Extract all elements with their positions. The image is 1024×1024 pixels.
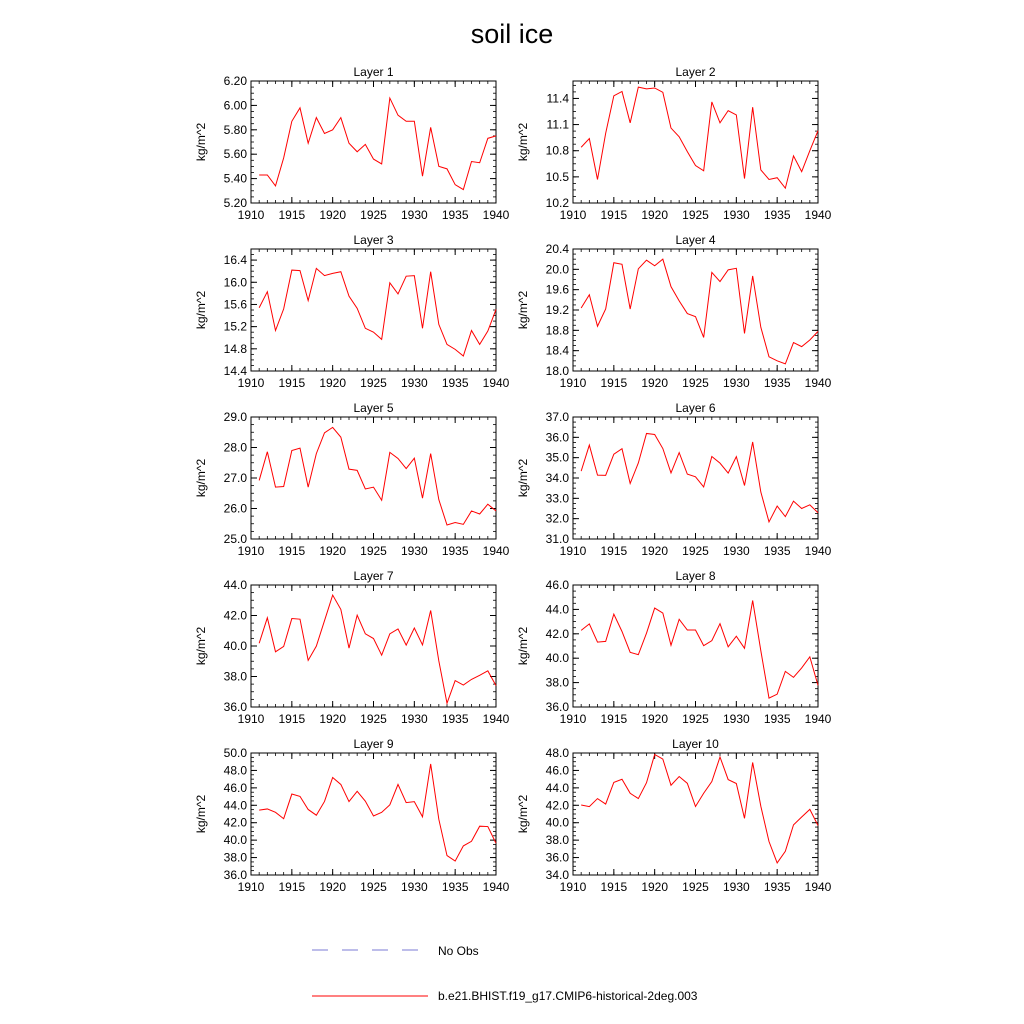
plot-frame (573, 417, 818, 539)
panel-title: Layer 8 (675, 569, 716, 583)
panel-title: Layer 4 (675, 233, 716, 247)
x-tick-label: 1915 (278, 880, 306, 894)
x-tick-label: 1930 (400, 880, 428, 894)
x-tick-label: 1910 (559, 208, 587, 222)
x-tick-label: 1915 (600, 712, 628, 726)
x-tick-label: 1930 (722, 712, 750, 726)
series-line (581, 600, 818, 698)
legend-obs-label: No Obs (438, 944, 479, 958)
x-tick-label: 1935 (763, 880, 791, 894)
y-axis-label: kg/m^2 (516, 458, 530, 498)
y-tick-label: 46.0 (545, 578, 569, 592)
y-tick-label: 48.0 (545, 746, 569, 760)
chart-panel-8 (516, 569, 832, 726)
chart-panel-6 (516, 401, 832, 558)
x-tick-label: 1915 (600, 208, 628, 222)
x-tick-label: 1940 (482, 712, 510, 726)
y-tick-label: 44.0 (545, 780, 569, 795)
y-tick-label: 11.1 (546, 117, 569, 132)
x-tick-label: 1930 (400, 544, 428, 558)
y-tick-label: 15.6 (223, 297, 247, 312)
y-tick-label: 5.60 (223, 147, 247, 162)
x-tick-label: 1935 (441, 712, 469, 726)
y-tick-label: 42.0 (545, 798, 569, 813)
y-axis-label: kg/m^2 (516, 794, 530, 834)
y-axis-label: kg/m^2 (194, 626, 208, 666)
x-tick-label: 1920 (319, 376, 347, 390)
y-tick-label: 11.4 (546, 91, 569, 106)
y-tick-label: 18.8 (545, 323, 569, 338)
x-tick-label: 1935 (441, 376, 469, 390)
x-tick-label: 1925 (360, 880, 387, 894)
x-tick-label: 1930 (722, 544, 750, 558)
series-line (259, 98, 496, 190)
series-line (581, 433, 818, 521)
y-tick-label: 34.0 (545, 471, 569, 485)
y-axis-label: kg/m^2 (516, 290, 530, 330)
y-tick-label: 20.4 (545, 242, 569, 256)
x-tick-label: 1915 (278, 712, 306, 726)
x-tick-label: 1925 (360, 376, 387, 390)
x-tick-label: 1910 (237, 376, 265, 390)
y-tick-label: 38.0 (545, 833, 569, 848)
y-tick-label: 5.20 (223, 196, 247, 210)
series-line (259, 595, 496, 703)
y-tick-label: 42.0 (223, 608, 247, 623)
x-tick-label: 1910 (559, 712, 587, 726)
x-tick-label: 1935 (441, 208, 469, 222)
y-tick-label: 5.40 (223, 171, 247, 186)
y-tick-label: 40.0 (223, 639, 247, 653)
series-line (259, 427, 496, 525)
y-tick-label: 32.0 (545, 511, 569, 526)
y-tick-label: 15.2 (223, 319, 247, 334)
y-tick-label: 29.0 (223, 410, 247, 424)
x-tick-label: 1910 (237, 880, 265, 894)
x-tick-label: 1925 (682, 208, 709, 222)
x-tick-label: 1910 (559, 880, 587, 894)
chart-panel-10 (516, 737, 832, 894)
y-tick-label: 36.0 (223, 868, 247, 882)
x-tick-label: 1915 (278, 208, 306, 222)
x-tick-label: 1930 (400, 376, 428, 390)
panel-title: Layer 9 (353, 737, 394, 751)
chart-panel-5 (194, 401, 510, 558)
panel-title: Layer 2 (675, 65, 716, 79)
x-tick-label: 1910 (559, 376, 587, 390)
panel-title: Layer 1 (353, 65, 394, 79)
y-axis-label: kg/m^2 (194, 290, 208, 330)
x-tick-label: 1920 (319, 208, 347, 222)
chart-panel-7 (194, 569, 510, 726)
y-tick-label: 28.0 (223, 440, 247, 455)
x-tick-label: 1920 (319, 712, 347, 726)
x-tick-label: 1920 (319, 880, 347, 894)
y-tick-label: 38.0 (545, 675, 569, 690)
y-tick-label: 20.0 (545, 262, 569, 277)
y-tick-label: 48.0 (223, 763, 247, 778)
y-tick-label: 14.8 (223, 341, 247, 356)
series-line (259, 268, 496, 356)
y-tick-label: 6.20 (223, 74, 247, 88)
chart-panel-9 (194, 737, 510, 894)
x-tick-label: 1930 (722, 880, 750, 894)
x-tick-label: 1915 (600, 376, 628, 390)
y-tick-label: 10.2 (545, 196, 569, 210)
chart-panel-3 (194, 233, 510, 390)
x-tick-label: 1920 (641, 544, 669, 558)
x-tick-label: 1920 (641, 376, 669, 390)
plot-frame (251, 417, 496, 539)
x-tick-label: 1925 (682, 544, 709, 558)
y-tick-label: 46.0 (545, 763, 569, 778)
y-tick-label: 27.0 (223, 471, 247, 485)
y-tick-label: 36.0 (545, 430, 569, 445)
x-tick-label: 1940 (804, 376, 832, 390)
y-tick-label: 33.0 (545, 491, 569, 506)
panels (194, 65, 832, 894)
y-tick-label: 36.0 (545, 850, 569, 865)
chart-panel-2 (516, 65, 832, 222)
figure-title: soil ice (470, 19, 554, 49)
plot-frame (251, 81, 496, 203)
y-tick-label: 10.5 (545, 169, 569, 184)
x-tick-label: 1940 (482, 544, 510, 558)
plot-frame (573, 585, 818, 707)
x-tick-label: 1940 (482, 376, 510, 390)
x-tick-label: 1910 (237, 712, 265, 726)
plot-frame (251, 753, 496, 875)
y-tick-label: 50.0 (223, 746, 247, 760)
chart-panel-1 (194, 65, 510, 222)
y-tick-label: 44.0 (223, 798, 247, 813)
y-tick-label: 42.0 (545, 626, 569, 641)
y-tick-label: 18.4 (545, 343, 569, 358)
series-line (581, 259, 818, 364)
y-tick-label: 34.0 (545, 868, 569, 882)
x-tick-label: 1920 (319, 544, 347, 558)
panel-title: Layer 5 (353, 401, 394, 415)
x-tick-label: 1935 (441, 544, 469, 558)
x-tick-label: 1935 (441, 880, 469, 894)
y-tick-label: 46.0 (223, 780, 247, 795)
x-tick-label: 1910 (559, 544, 587, 558)
x-tick-label: 1910 (237, 208, 265, 222)
x-tick-label: 1920 (641, 712, 669, 726)
x-tick-label: 1915 (600, 544, 628, 558)
series-line (259, 764, 496, 861)
x-tick-label: 1930 (722, 208, 750, 222)
x-tick-label: 1925 (682, 712, 709, 726)
y-tick-label: 16.4 (223, 253, 247, 268)
x-tick-label: 1930 (400, 712, 428, 726)
x-tick-label: 1935 (763, 208, 791, 222)
panel-title: Layer 7 (353, 569, 394, 583)
y-tick-label: 42.0 (223, 815, 247, 830)
y-tick-label: 14.4 (223, 364, 247, 378)
y-tick-label: 44.0 (545, 602, 569, 617)
legend-model-label: b.e21.BHIST.f19_g17.CMIP6-historical-2deg.003 (438, 989, 698, 1003)
y-axis-label: kg/m^2 (194, 794, 208, 834)
legend (312, 944, 698, 1003)
x-tick-label: 1925 (360, 712, 387, 726)
y-tick-label: 16.0 (223, 275, 247, 290)
y-tick-label: 25.0 (223, 532, 247, 546)
x-tick-label: 1940 (804, 712, 832, 726)
y-tick-label: 36.0 (545, 700, 569, 714)
plot-frame (573, 81, 818, 203)
x-tick-label: 1915 (278, 544, 306, 558)
panel-title: Layer 10 (672, 737, 719, 751)
chart-panel-4 (516, 233, 832, 390)
series-line (581, 87, 818, 188)
y-tick-label: 36.0 (223, 700, 247, 714)
x-tick-label: 1920 (641, 208, 669, 222)
y-tick-label: 31.0 (545, 532, 569, 546)
y-axis-label: kg/m^2 (516, 122, 530, 162)
plot-frame (251, 585, 496, 707)
y-tick-label: 35.0 (545, 450, 569, 465)
y-tick-label: 38.0 (223, 850, 247, 865)
y-tick-label: 40.0 (545, 815, 569, 830)
x-tick-label: 1925 (682, 880, 709, 894)
y-tick-label: 6.00 (223, 98, 247, 113)
y-tick-label: 10.8 (545, 143, 569, 158)
x-tick-label: 1935 (763, 544, 791, 558)
y-tick-label: 19.6 (545, 282, 569, 297)
x-tick-label: 1935 (763, 712, 791, 726)
y-axis-label: kg/m^2 (194, 122, 208, 162)
x-tick-label: 1940 (804, 880, 832, 894)
x-tick-label: 1935 (763, 376, 791, 390)
y-tick-label: 44.0 (223, 578, 247, 592)
x-tick-label: 1915 (600, 880, 628, 894)
y-axis-label: kg/m^2 (516, 626, 530, 666)
x-tick-label: 1910 (237, 544, 265, 558)
x-tick-label: 1930 (400, 208, 428, 222)
y-tick-label: 18.0 (545, 364, 569, 378)
plot-frame (573, 249, 818, 371)
y-tick-label: 37.0 (545, 410, 569, 424)
y-tick-label: 26.0 (223, 501, 247, 516)
series-line (581, 754, 818, 862)
x-tick-label: 1940 (804, 208, 832, 222)
x-tick-label: 1940 (482, 208, 510, 222)
x-tick-label: 1920 (641, 880, 669, 894)
x-tick-label: 1930 (722, 376, 750, 390)
x-tick-label: 1915 (278, 376, 306, 390)
panel-title: Layer 6 (675, 401, 716, 415)
x-tick-label: 1940 (482, 880, 510, 894)
x-tick-label: 1925 (682, 376, 709, 390)
y-tick-label: 5.80 (223, 122, 247, 137)
y-tick-label: 19.2 (545, 303, 569, 317)
y-tick-label: 40.0 (223, 833, 247, 848)
panel-title: Layer 3 (353, 233, 394, 247)
y-axis-label: kg/m^2 (194, 458, 208, 498)
x-tick-label: 1940 (804, 544, 832, 558)
y-tick-label: 40.0 (545, 651, 569, 666)
x-tick-label: 1925 (360, 208, 387, 222)
x-tick-label: 1925 (360, 544, 387, 558)
y-tick-label: 38.0 (223, 669, 247, 684)
